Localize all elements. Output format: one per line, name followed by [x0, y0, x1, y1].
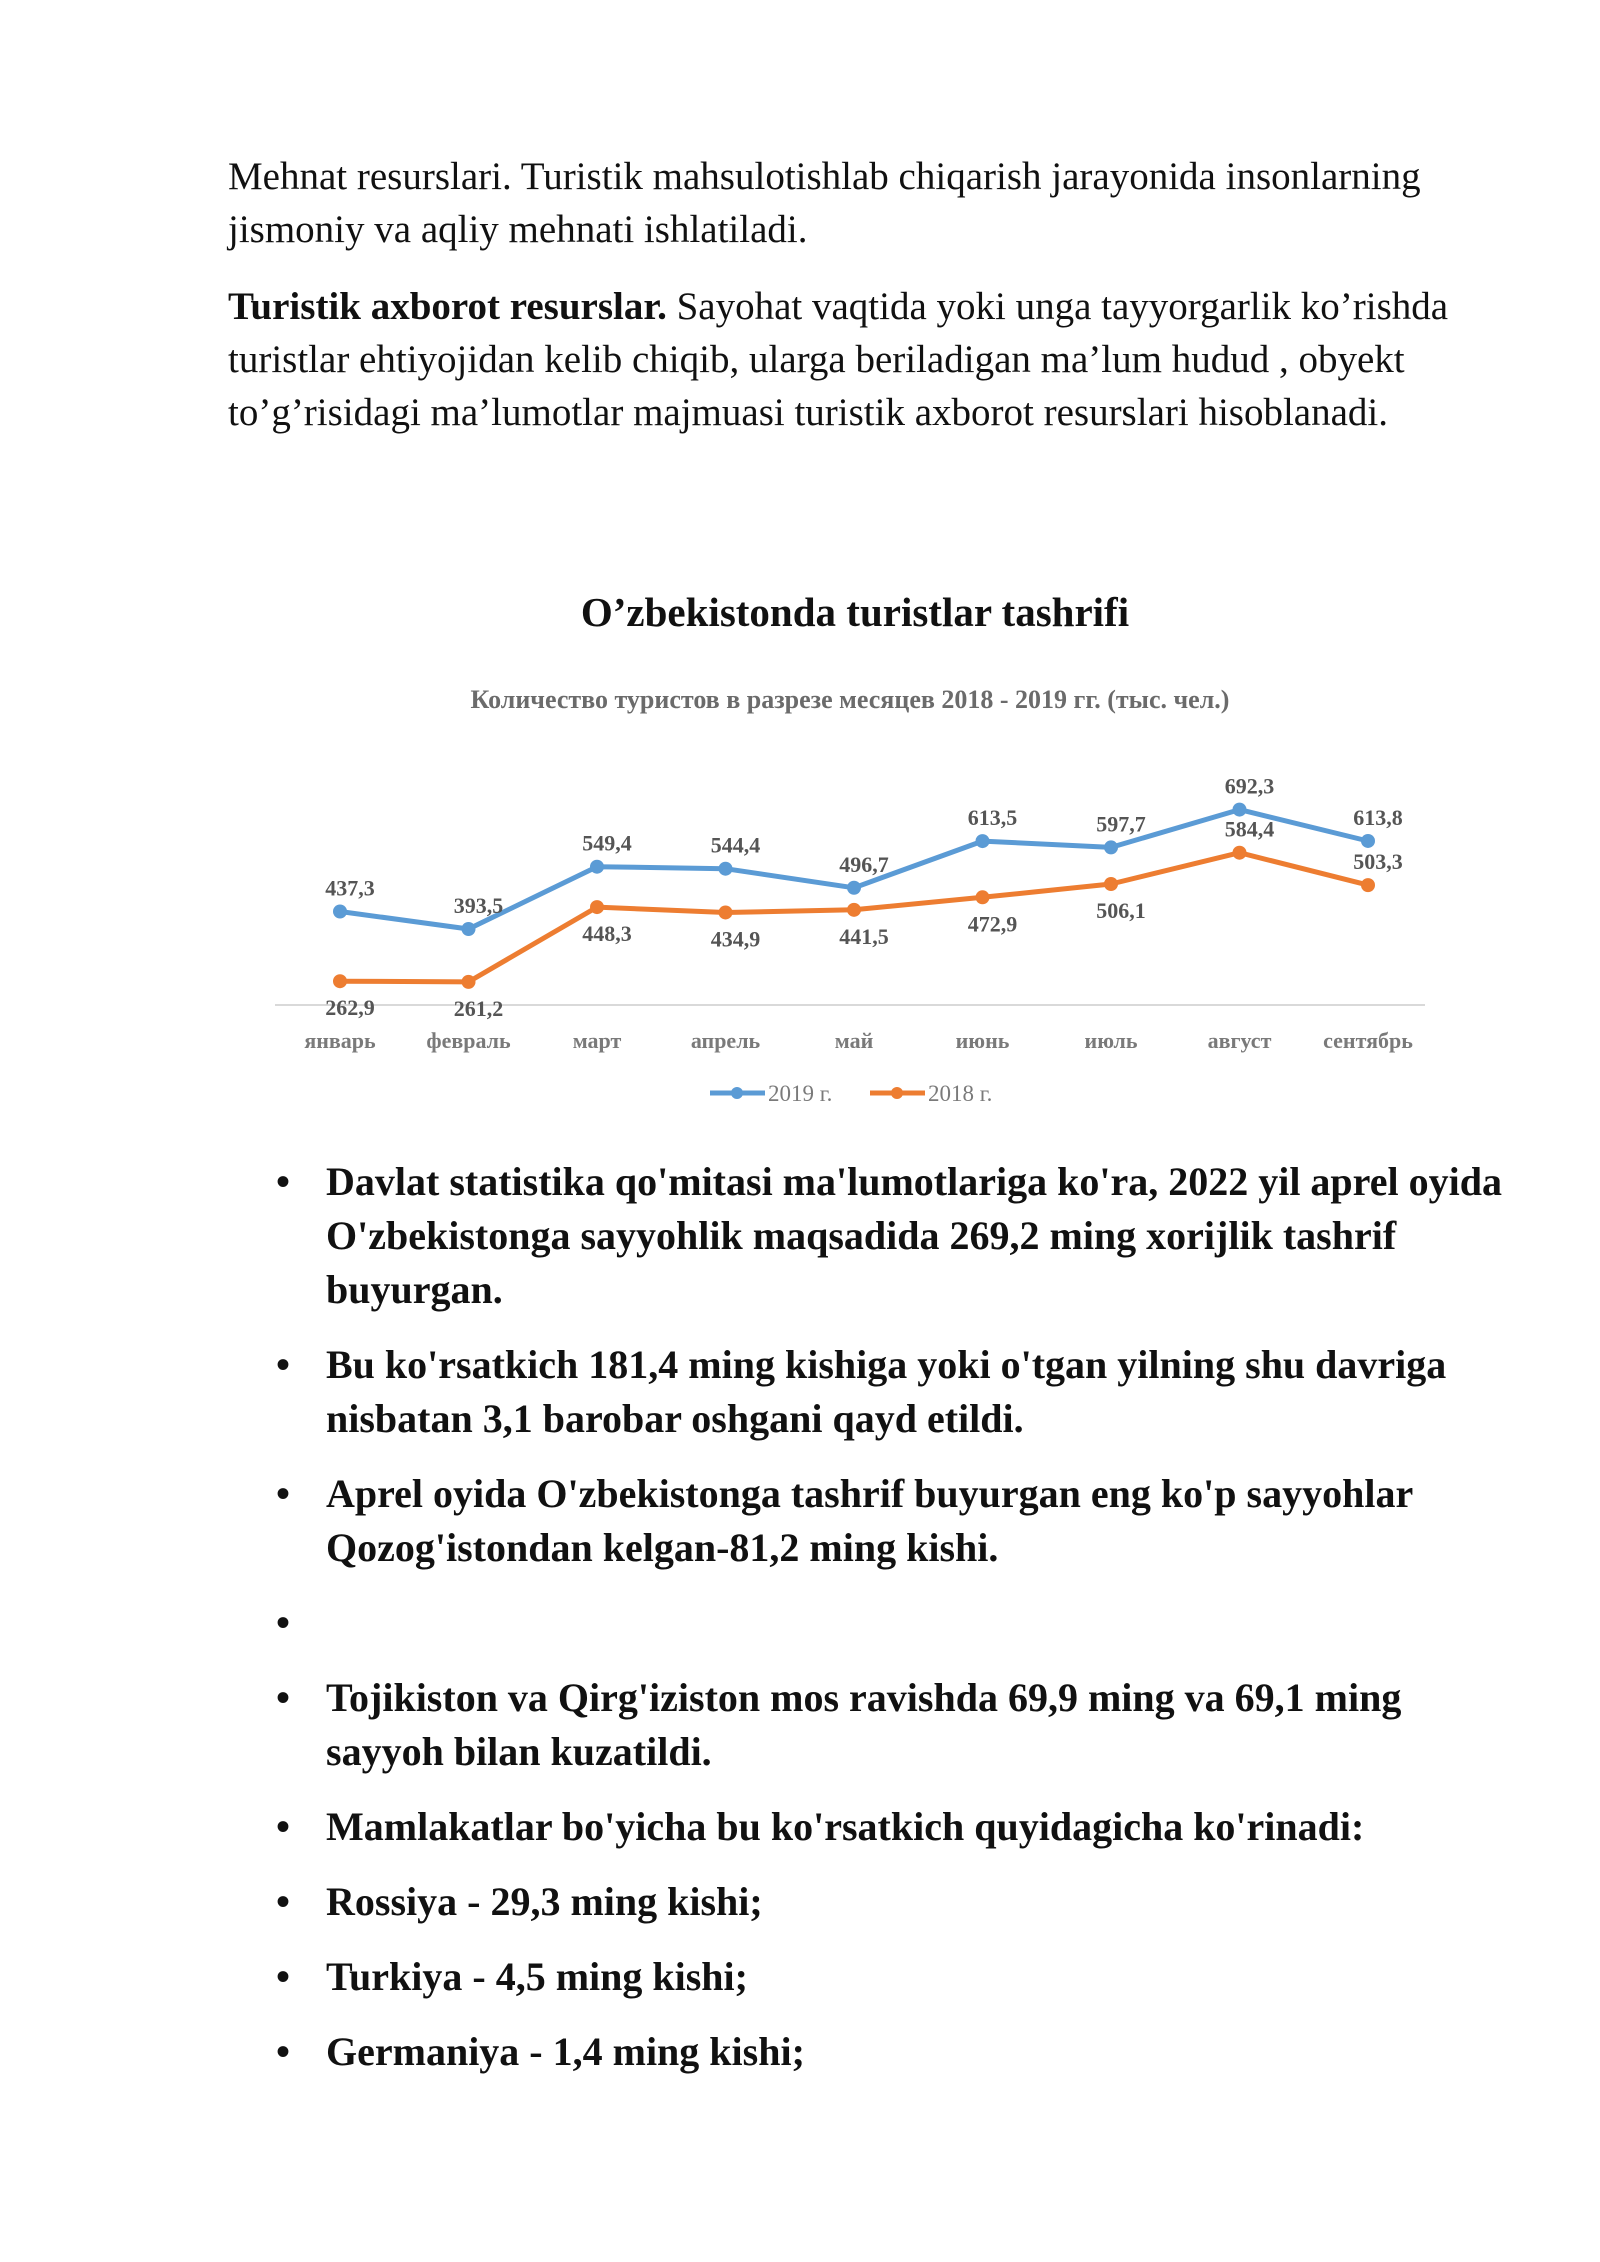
legend-marker	[891, 1087, 903, 1099]
bullet-list	[270, 1155, 1510, 2100]
bullet-item	[270, 1875, 1510, 1929]
data-point	[333, 974, 347, 988]
bullet-text: Germaniya - 1,4 ming kishi;	[326, 2029, 805, 2074]
bullet-icon: •	[276, 1954, 291, 1999]
bullet-icon: •	[276, 1675, 291, 1720]
bullet-icon: •	[276, 1600, 291, 1645]
x-tick-label: февраль	[426, 1028, 511, 1053]
data-point	[333, 904, 347, 918]
data-label: 613,8	[1353, 804, 1403, 830]
data-label: 262,9	[325, 995, 375, 1021]
data-label: 506,1	[1096, 898, 1146, 924]
bullet-item	[270, 1155, 1510, 1317]
data-label: 393,5	[453, 893, 504, 918]
data-label: 472,9	[967, 911, 1018, 937]
bullet-item	[270, 1596, 1510, 1650]
bullet-item	[270, 1338, 1510, 1446]
x-tick-label: август	[1207, 1028, 1272, 1053]
x-tick-label: сентябрь	[1323, 1028, 1413, 1053]
data-point	[1361, 878, 1375, 892]
bullet-item	[270, 1800, 1510, 1854]
x-tick-label: апрель	[690, 1028, 761, 1053]
intro-paragraph-1: Mehnat resurslari. Turistik mahsulotishlab chiqarish jarayonida insonlarning jismoniy va aqliy mehnati ishlatiladi.	[228, 155, 1421, 251]
data-point	[1104, 877, 1118, 891]
data-point	[976, 834, 990, 848]
bullet-item	[270, 1950, 1510, 2004]
data-point	[1233, 803, 1247, 817]
chart-svg	[260, 670, 1440, 1130]
bullet-text: Turkiya - 4,5 ming kishi;	[326, 1954, 748, 1999]
bullet-icon: •	[276, 1879, 291, 1924]
data-point	[719, 905, 733, 919]
data-point	[590, 900, 604, 914]
bullet-item	[270, 2025, 1510, 2079]
bullet-icon: •	[276, 1342, 291, 1387]
data-label: 597,7	[1096, 811, 1146, 837]
data-point	[1361, 834, 1375, 848]
x-tick-label: январь	[304, 1028, 376, 1053]
chart-title: Количество туристов в разрезе месяцев 2018 - 2019 гг. (тыс. чел.)	[470, 685, 1230, 714]
data-point	[462, 922, 476, 936]
x-tick-label: июнь	[955, 1028, 1010, 1053]
x-tick-label: май	[834, 1028, 874, 1053]
x-tick-label: март	[572, 1028, 622, 1053]
x-tick-label: июль	[1084, 1028, 1138, 1053]
tourists-line-chart	[260, 670, 1440, 1130]
bullet-text: Bu ko'rsatkich 181,4 ming kishiga yoki o'tgan yilning shu davriga nisbatan 3,1 barobar oshgani qayd etildi.	[326, 1342, 1447, 1441]
bullet-icon: •	[276, 1159, 291, 1204]
intro-paragraph-2	[228, 280, 1478, 439]
data-label: 496,7	[839, 851, 889, 877]
data-label: 584,4	[1224, 816, 1275, 842]
data-point	[976, 890, 990, 904]
data-label: 261,2	[453, 995, 504, 1021]
data-label: 613,5	[967, 805, 1018, 831]
data-label: 441,5	[839, 923, 889, 949]
data-label: 434,9	[710, 926, 761, 952]
bullet-text: Tojikiston va Qirg'iziston mos ravishda 69,9 ming va 69,1 ming sayyoh bilan kuzatildi.	[326, 1675, 1402, 1774]
bullet-icon: •	[276, 1471, 291, 1516]
data-label: 692,3	[1224, 773, 1275, 799]
data-label: 503,3	[1353, 849, 1403, 875]
bullet-text: Aprel oyida O'zbekistonga tashrif buyurgan eng ko'p sayyohlar Qozog'istondan kelgan-81,2 ming kishi.	[326, 1471, 1413, 1570]
bullet-text: Mamlakatlar bo'yicha bu ko'rsatkich quyidagicha ko'rinadi:	[326, 1804, 1365, 1849]
bullet-text: Davlat statistika qo'mitasi ma'lumotlariga ko'ra, 2022 yil aprel oyida O'zbekistonga sayyohlik maqsadida 269,2 ming xorijlik tashrif buyurgan.	[326, 1159, 1502, 1312]
data-point	[847, 881, 861, 895]
legend-marker	[731, 1087, 743, 1099]
data-label: 448,3	[582, 921, 632, 947]
bullet-item	[270, 1671, 1510, 1779]
bullet-item	[270, 1467, 1510, 1575]
data-point	[719, 862, 733, 876]
bullet-text: Rossiya - 29,3 ming kishi;	[326, 1879, 763, 1924]
data-point	[1104, 840, 1118, 854]
data-label: 437,3	[325, 875, 375, 901]
data-label: 544,4	[710, 832, 761, 858]
bullet-icon: •	[276, 1804, 291, 1849]
data-point	[847, 903, 861, 917]
legend-label: 2019 г.	[768, 1081, 833, 1106]
data-point	[462, 975, 476, 989]
section-title: O’zbekistonda turistlar tashrifi	[580, 589, 1130, 635]
bullet-icon: •	[276, 2029, 291, 2074]
data-point	[590, 860, 604, 874]
legend-label: 2018 г.	[928, 1081, 993, 1106]
intro-paragraph-2-body: Sayohat vaqtida yoki unga tayyorgarlik ko’rishda turistlar ehtiyojidan kelib chiqib, ularga beriladigan ma’lum hudud , obyekt to’g’risidagi ma’lumotlar majmuasi turistik axborot resurslari hisoblanadi.	[228, 285, 1449, 434]
data-point	[1233, 846, 1247, 860]
data-label: 549,4	[582, 830, 632, 856]
intro-paragraph-2-heading: Turistik axborot resurslar.	[228, 285, 667, 328]
